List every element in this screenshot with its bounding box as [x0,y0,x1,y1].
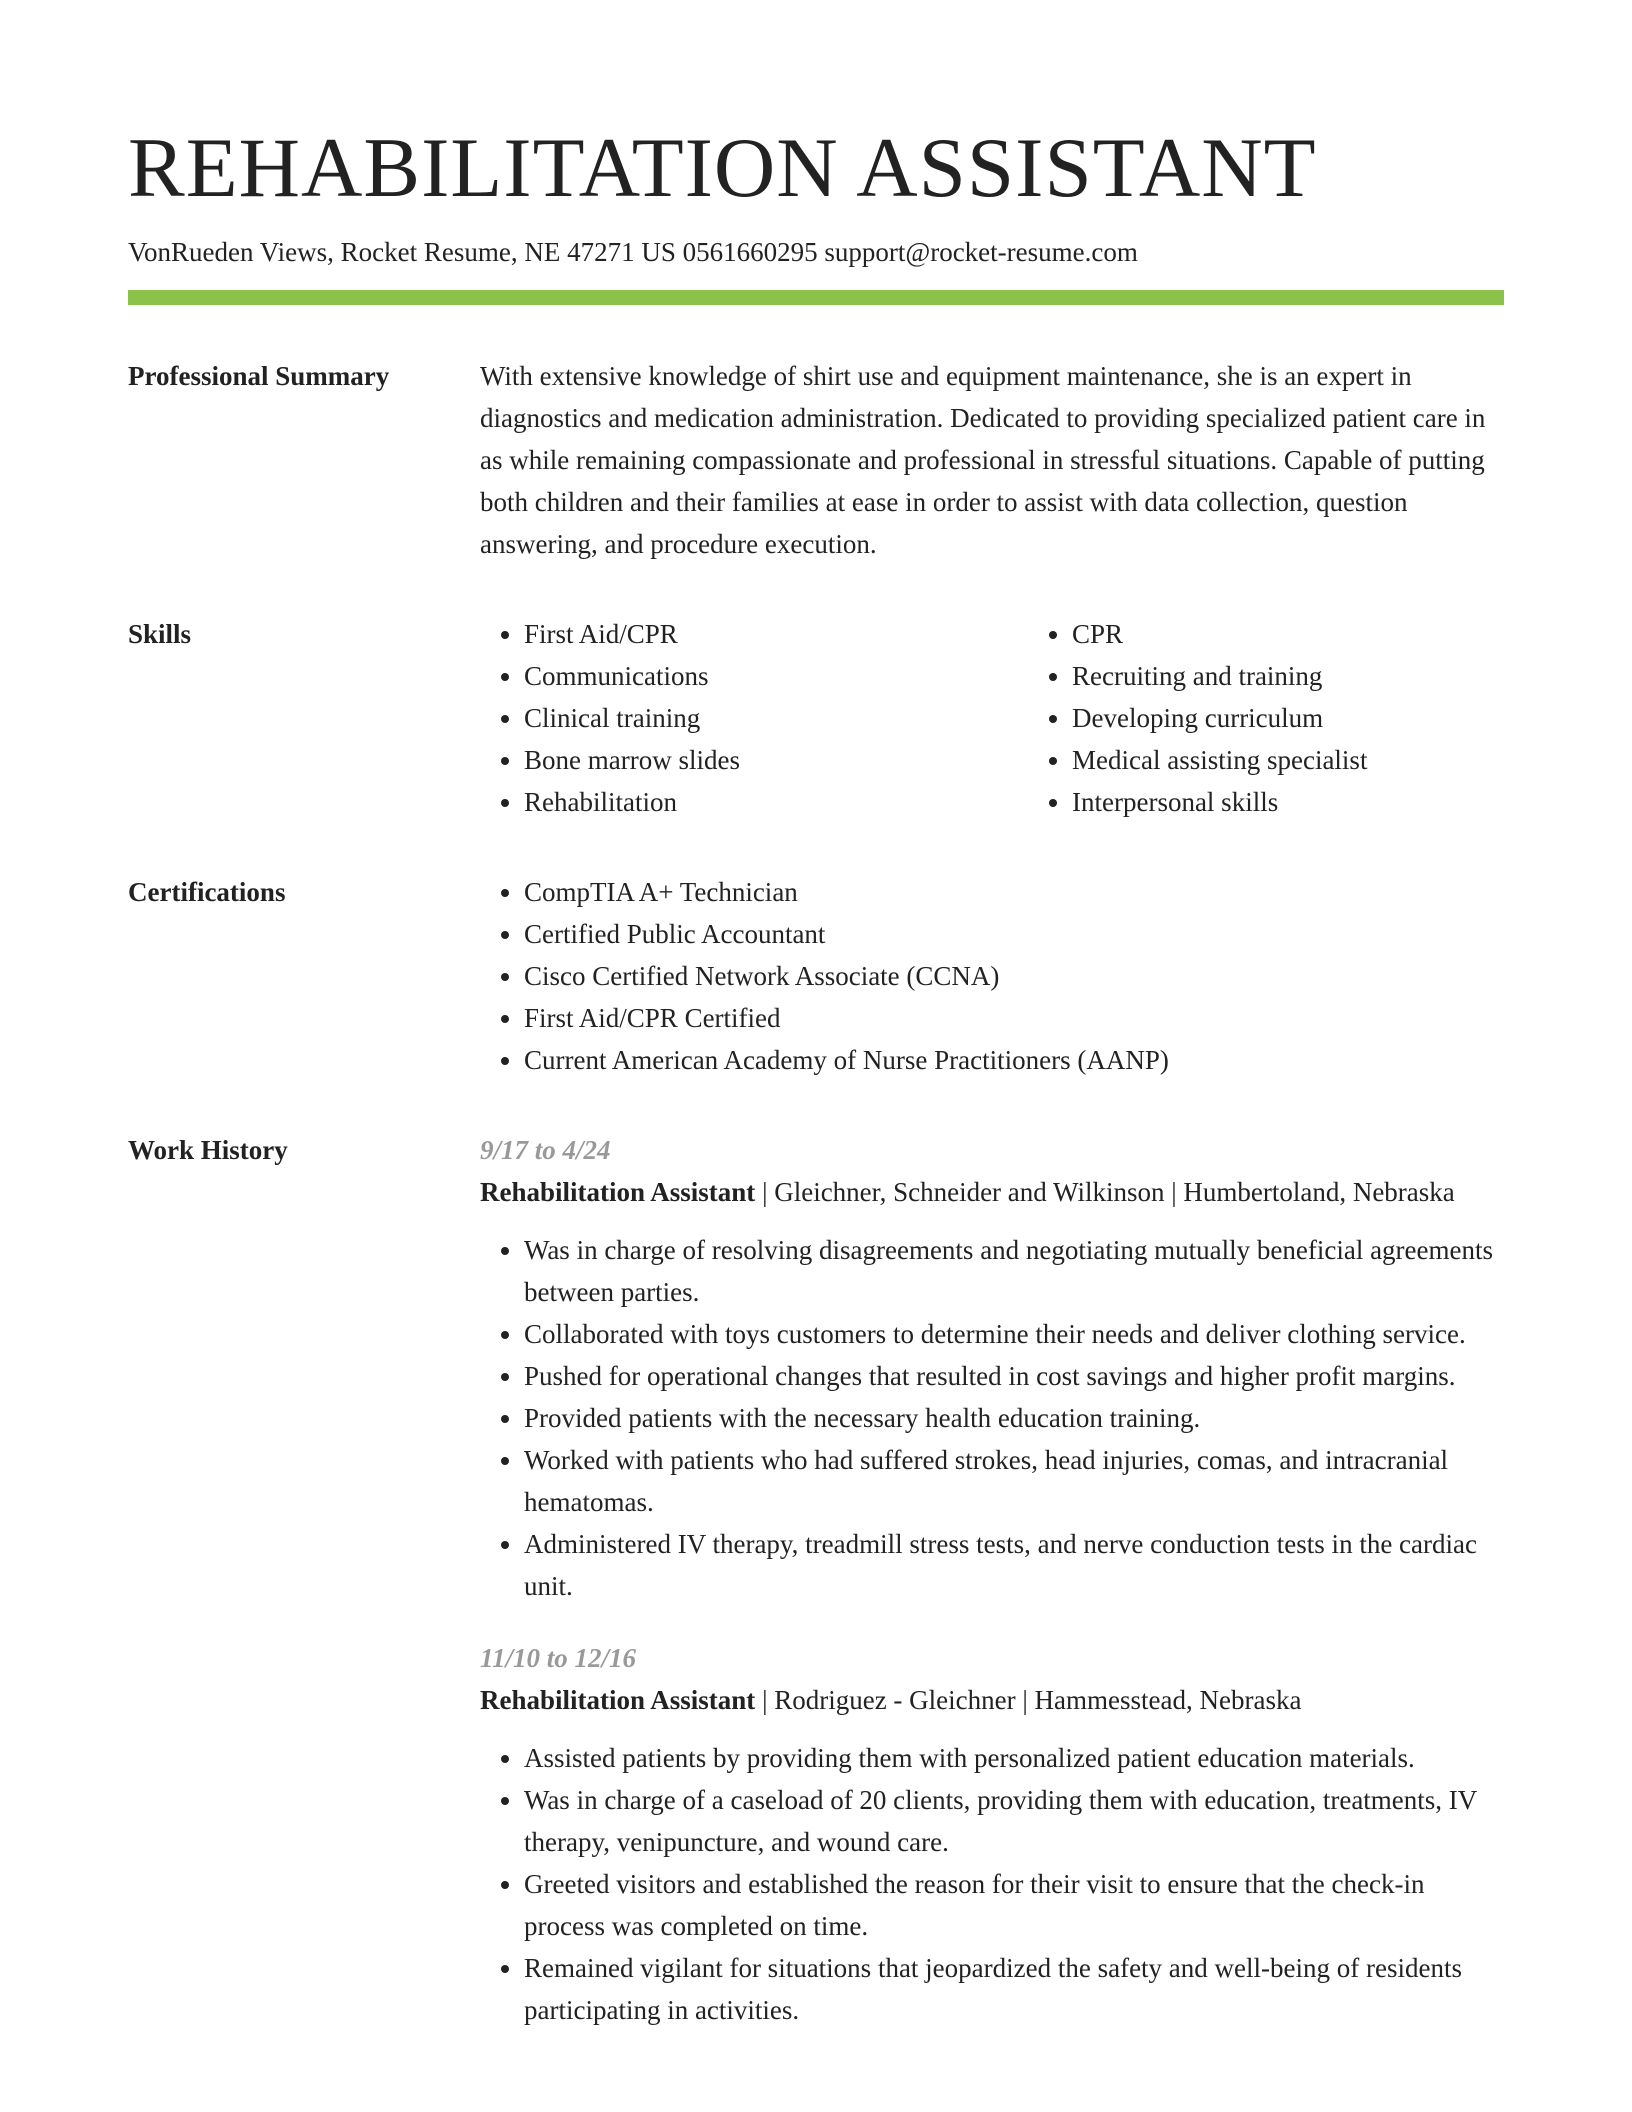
job-details: | Gleichner, Schneider and Wilkinson | Humbertoland, Nebraska [755,1177,1455,1207]
skills-list-right [1028,613,1504,823]
skills-section [128,613,1504,823]
skill-item: • First Aid/CPR [524,613,1028,655]
job-bullets [480,1229,1504,1607]
skill-item: • Medical assisting specialist [1072,739,1504,781]
skill-item: • Bone marrow slides [524,739,1028,781]
job-bullet: • Greeted visitors and established the reason for their visit to ensure that the check-in process was completed on time. [524,1863,1504,1947]
certification-item: • First Aid/CPR Certified [524,997,1504,1039]
job-heading [480,1171,1504,1213]
accent-divider [128,290,1504,305]
job-bullet: • Assisted patients by providing them with personalized patient education materials. [524,1737,1504,1779]
job-bullet: • Administered IV therapy, treadmill stress tests, and nerve conduction tests in the cardiac unit. [524,1523,1504,1607]
skill-item: • Recruiting and training [1072,655,1504,697]
section-label: Professional Summary [128,361,390,391]
skills-columns [480,613,1504,823]
certification-item: • Current American Academy of Nurse Practitioners (AANP) [524,1039,1504,1081]
job-bullet: • Was in charge of a caseload of 20 clients, providing them with education, treatments, IV therapy, venipuncture, and wound care. [524,1779,1504,1863]
job-bullet: • Collaborated with toys customers to determine their needs and deliver clothing service. [524,1313,1504,1355]
skills-list-left [480,613,1028,823]
skill-item: • Communications [524,655,1028,697]
professional-summary-section [128,355,1504,565]
certification-item: • Certified Public Accountant [524,913,1504,955]
job-dates: 11/10 to 12/16 [480,1643,637,1673]
resume-title: REHABILITATION ASSISTANT [128,121,1317,215]
job-bullet: • Worked with patients who had suffered strokes, head injuries, comas, and intracranial hematomas. [524,1439,1504,1523]
skill-item: • Developing curriculum [1072,697,1504,739]
job-bullet: • Remained vigilant for situations that jeopardized the safety and well-being of residents participating in activities. [524,1947,1504,2031]
job-entry [480,1637,1504,2031]
skill-item: • Clinical training [524,697,1028,739]
job-bullet: • Was in charge of resolving disagreements and negotiating mutually beneficial agreements between parties. [524,1229,1504,1313]
summary-text: With extensive knowledge of shirt use and equipment maintenance, she is an expert in diagnostics and medication administration. Dedicated to providing specialized patient care in as while remaining compassionate and professional in stressful situations. Capable of putting both children and their families at ease in order to assist with data collection, question answering, and procedure execution. [480,361,1486,559]
section-body [480,355,1504,565]
skill-item: • CPR [1072,613,1504,655]
section-body [480,871,1504,1081]
section-label: Work History [128,1135,288,1165]
job-title: Rehabilitation Assistant [480,1177,756,1207]
job-entry [480,1129,1504,1607]
certifications-list [480,871,1504,1081]
job-details: | Rodriguez - Gleichner | Hammesstead, Nebraska [755,1685,1302,1715]
job-heading [480,1679,1504,1721]
job-bullet: • Pushed for operational changes that resulted in cost savings and higher profit margins. [524,1355,1504,1397]
certifications-section [128,871,1504,1081]
job-title: Rehabilitation Assistant [480,1685,756,1715]
job-dates: 9/17 to 4/24 [480,1135,611,1165]
job-bullet: • Provided patients with the necessary health education training. [524,1397,1504,1439]
certification-item: • Cisco Certified Network Associate (CCNA) [524,955,1504,997]
work-history-section [128,1129,1504,2031]
contact-line: VonRueden Views, Rocket Resume, NE 47271 US 0561660295 support@rocket-resume.com [128,237,1138,267]
section-label: Certifications [128,877,286,907]
section-label: Skills [128,619,192,649]
skill-item: • Rehabilitation [524,781,1028,823]
job-bullets [480,1737,1504,2031]
skill-item: • Interpersonal skills [1072,781,1504,823]
section-body [480,1129,1504,2031]
certification-item: • CompTIA A+ Technician [524,871,1504,913]
